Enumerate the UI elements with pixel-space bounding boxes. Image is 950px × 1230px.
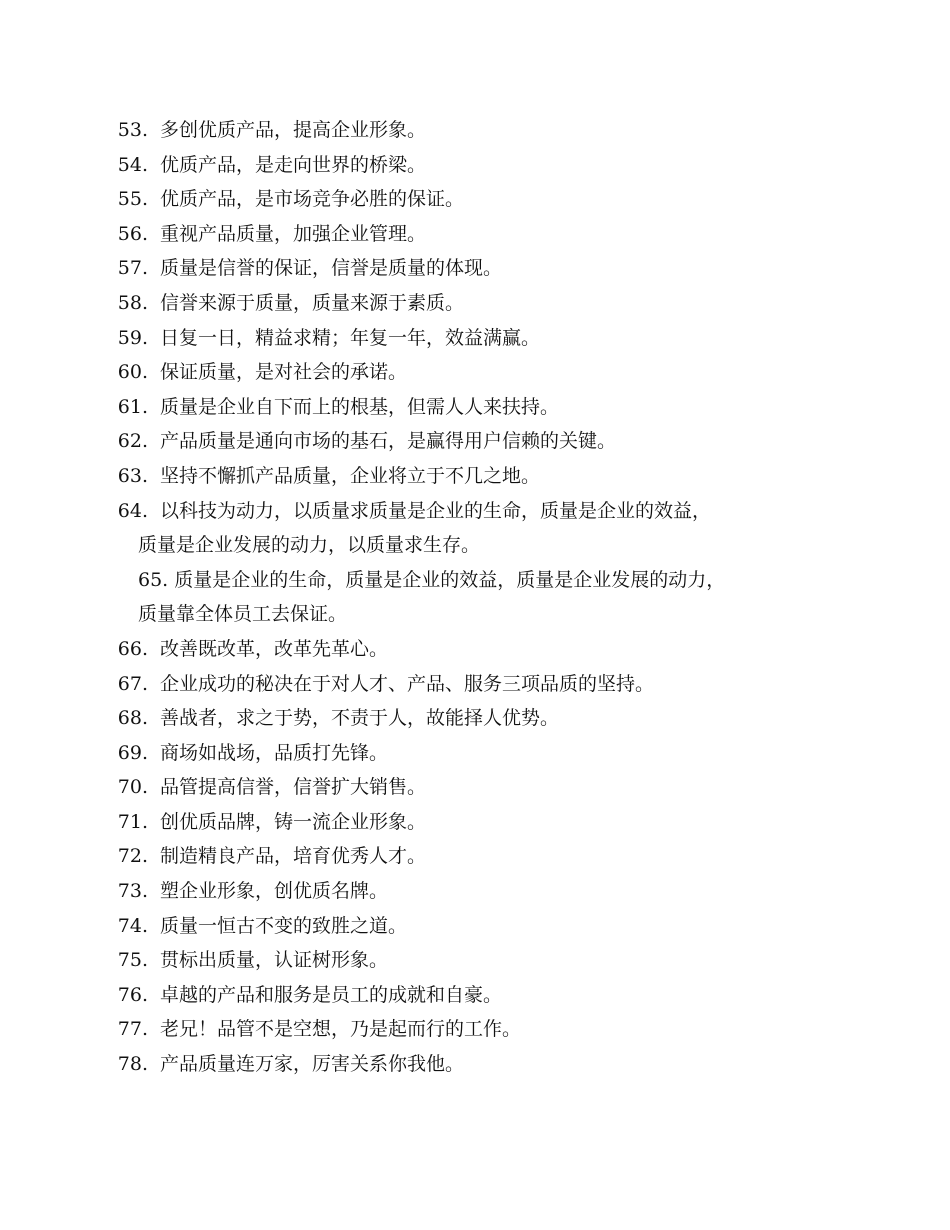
list-item [0, 182, 950, 217]
item-text: 善战者，求之于势，不责于人，故能择人优势。 [160, 707, 560, 730]
list-item [0, 805, 950, 840]
item-number: 56. [117, 222, 148, 245]
item-text: 改善既改革，改革先革心。 [160, 637, 389, 660]
list-item [0, 909, 950, 944]
item-text: 以科技为动力，以质量求质量是企业的生命，质量是企业的效益， [160, 499, 712, 522]
item-number: 67. [117, 672, 148, 695]
item-text: 保证质量，是对社会的承诺。 [160, 361, 408, 384]
list-item [0, 736, 950, 771]
item-text: 优质产品，是走向世界的桥梁。 [160, 153, 427, 176]
item-number: 70. [117, 776, 148, 799]
list-item [0, 978, 950, 1013]
list-item [0, 424, 950, 459]
item-text: 质量是企业自下而上的根基，但需人人来扶持。 [160, 395, 560, 418]
item-number: 64. [117, 499, 148, 522]
item-text: 坚持不懈抓产品质量，企业将立于不几之地。 [160, 464, 541, 487]
item-number: 69. [117, 741, 148, 764]
item-number: 74. [117, 914, 148, 937]
item-number: 66. [117, 637, 148, 660]
list-item-continuation: 质量是企业发展的动力，以质量求生存。 [138, 534, 481, 557]
item-number: 54. [117, 153, 148, 176]
item-text: 产品质量连万家，厉害关系你我他。 [160, 1053, 465, 1076]
item-text: 质量一恒古不变的致胜之道。 [160, 914, 408, 937]
item-text: 产品质量是通向市场的基石，是赢得用户信赖的关键。 [160, 430, 617, 453]
list-item [0, 113, 950, 148]
item-number: 77. [117, 1018, 148, 1041]
list-item [0, 390, 950, 425]
item-text: 卓越的产品和服务是员工的成就和自豪。 [160, 983, 503, 1006]
item-number: 60. [117, 361, 148, 384]
item-text: 创优质品牌，铸一流企业形象。 [160, 810, 427, 833]
list-item [0, 632, 950, 667]
list-item [0, 217, 950, 252]
item-text: 制造精良产品，培育优秀人才。 [160, 845, 427, 868]
item-number: 78. [117, 1053, 148, 1076]
list-item [0, 355, 950, 390]
list-item [0, 459, 950, 494]
list-item [0, 874, 950, 909]
item-text: 质量是信誉的保证，信誉是质量的体现。 [160, 257, 503, 280]
item-text: 品管提高信誉，信誉扩大销售。 [160, 776, 427, 799]
list-item [0, 839, 950, 874]
item-text: 贯标出质量，认证树形象。 [160, 949, 389, 972]
item-text: 重视产品质量，加强企业管理。 [160, 222, 427, 245]
item-number: 76. [117, 983, 148, 1006]
item-text: 日复一日，精益求精；年复一年，效益满赢。 [160, 326, 541, 349]
list-item [0, 943, 950, 978]
item-number: 71. [117, 810, 148, 833]
item-number: 68. [117, 707, 148, 730]
list-item [0, 1012, 950, 1047]
item-text: 企业成功的秘决在于对人才、产品、服务三项品质的坚持。 [160, 672, 655, 695]
item-number: 72. [117, 845, 148, 868]
item-number: 62. [117, 430, 148, 453]
list-item [0, 667, 950, 702]
list-item [0, 563, 950, 598]
item-number: 58. [117, 291, 148, 314]
list-item-continuation: 质量靠全体员工去保证。 [138, 603, 348, 626]
item-text: 多创优质产品，提高企业形象。 [160, 119, 427, 141]
item-number: 75. [117, 949, 148, 972]
item-number: 53. [117, 119, 148, 141]
list-item [0, 148, 950, 183]
list-item [0, 321, 950, 356]
item-number: 63. [117, 464, 148, 487]
item-number: 57. [117, 257, 148, 280]
list-item [0, 770, 950, 805]
list-item [0, 701, 950, 736]
item-text: 塑企业形象，创优质名牌。 [160, 880, 389, 903]
item-number: 55. [117, 188, 148, 211]
item-text: 信誉来源于质量，质量来源于素质。 [160, 291, 465, 314]
item-text: 商场如战场，品质打先锋。 [160, 741, 389, 764]
list-item [0, 1047, 950, 1082]
list-item [0, 494, 950, 529]
list-item [0, 286, 950, 321]
item-number: 59. [117, 326, 148, 349]
item-text: 优质产品，是市场竞争必胜的保证。 [160, 188, 465, 211]
item-number: 65. [138, 568, 169, 591]
list-item [0, 251, 950, 286]
item-number: 73. [117, 880, 148, 903]
item-text: 老兄！品管不是空想，乃是起而行的工作。 [160, 1018, 522, 1041]
item-text: 质量是企业的生命，质量是企业的效益，质量是企业发展的动力， [174, 568, 726, 591]
slogan-list [0, 113, 950, 1082]
item-number: 61. [117, 395, 148, 418]
